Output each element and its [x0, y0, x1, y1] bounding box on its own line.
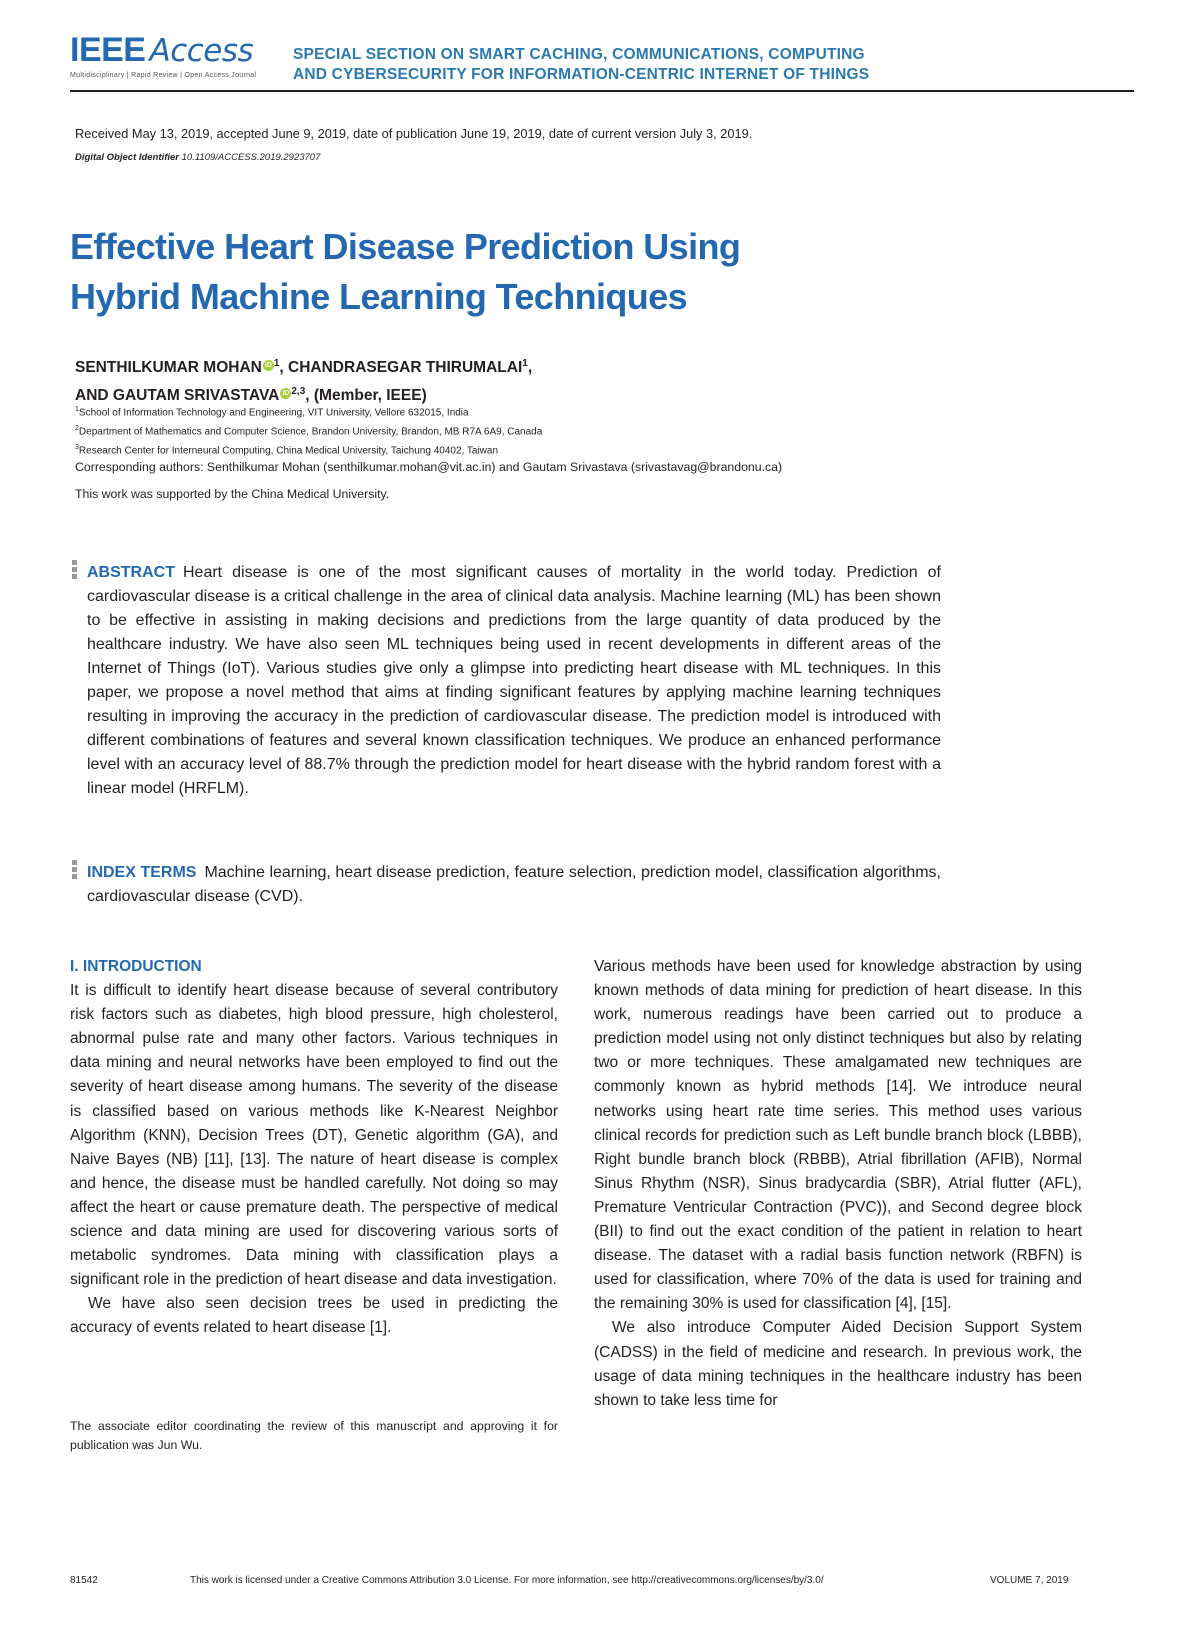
orcid-icon[interactable]: iD: [282, 390, 290, 398]
paragraph: It is difficult to identify heart disease because of several contributory risk factors such as diabetes, high blood pressure, high cholesterol, abnormal pulse rate and many other factors. Various techniques in data mining and neural networks have been employed to find out the severity of heart disease among humans. The severity of the disease is classified based on various methods like K-Nearest Neighbor Algorithm (KNN), Decision Trees (DT), Genetic algorithm (GA), and Naive Bayes (NB) [11], [13]. The nature of heart disease is complex and hence, the disease must be handled carefully. Not doing so may affect the heart or cause premature death. The perspective of medical science and data mining are used for discovering various sorts of metabolic syndromes. Data mining with classification plays a significant role in the prediction of heart disease and data investigation.: [70, 982, 558, 1289]
received-dates: Received May 13, 2019, accepted June 9, 2019, date of publication June 19, 2019, date of current version July 3, 2019.: [75, 126, 753, 141]
paragraph: Various methods have been used for knowledge abstraction by using known methods of data mining for prediction of heart disease. In this work, numerous readings have been carried out to produce a prediction model using not only distinct techniques but also by relating two or more techniques. These amalgamated new techniques are commonly known as hybrid methods [14]. We introduce neural networks using heart rate time series. This method uses various clinical records for prediction such as Left bundle branch block (LBBB), Right bundle branch block (RBBB), Atrial fibrillation (AFIB), Normal Sinus Rhythm (NSR), Sinus bradycardia (SBR), Atrial flutter (AFL), Premature Ventricular Contraction (PVC)), and Second degree block (BII) to find out the exact condition of the patient in relation to heart disease. The dataset with a radial basis function network (RBFN) is used for classification, where 70% of the data is used for training and the remaining 30% is used for classification [4], [15].: [594, 958, 1082, 1313]
left-column: [70, 955, 558, 1341]
section-heading: I. INTRODUCTION: [70, 958, 202, 975]
logo-ieee-text: IEEE: [70, 31, 146, 69]
crossmark-icon: [72, 860, 78, 881]
affiliation: $^3$Research Center for Interneural Computing, China Medical University, Taichung 40402, Taiwan: [75, 443, 499, 456]
index-terms: [87, 861, 941, 909]
affiliations: [75, 402, 1075, 458]
logo-tagline: Multidisciplinary | Rapid Review | Open Access Journal: [70, 72, 257, 79]
author-list: SENTHILKUMAR MOHAN iD $^1$, CHANDRASEGAR THIRUMALAI$^1$, AND GAUTAM SRIVASTAVA iD $^{2,3}$, (Member, IEEE): [75, 358, 533, 405]
affiliation: $^2$Department of Mathematics and Computer Science, Brandon University, Brandon, MB R7A 6A9, Canada: [75, 424, 543, 438]
header-divider: [70, 90, 1134, 92]
license-note: This work is licensed under a Creative Commons Attribution 3.0 License. For more information, see http://creativecommons.org/licenses/by/3.0/: [190, 1575, 824, 1586]
abstract: [87, 561, 941, 801]
index-terms-label: INDEX TERMS: [87, 864, 197, 881]
right-column: [594, 955, 1082, 1413]
doi: Digital Object Identifier 10.1109/ACCESS.2019.2923707: [75, 152, 321, 163]
abstract-label: ABSTRACT: [87, 564, 175, 581]
corresponding-authors: Corresponding authors: Senthilkumar Mohan (senthilkumar.mohan@vit.ac.in) and Gautam Srivastava (srivastavag@brandonu.ca): [75, 460, 783, 474]
author-name: , CHANDRASEGAR THIRUMALAI: [279, 359, 523, 377]
volume-info: VOLUME 7, 2019: [990, 1575, 1069, 1586]
crossmark-icon: [72, 560, 78, 581]
affiliation: $^1$School of Information Technology and Engineering, VIT University, Vellore 632015, India: [75, 406, 469, 419]
index-terms-text: Machine learning, heart disease prediction, feature selection, prediction model, classification algorithms, cardiovascular disease (CVD).: [87, 864, 942, 905]
logo-access-text: Access: [149, 33, 254, 69]
paragraph: We have also seen decision trees be used in predicting the accuracy of events related to heart disease [1].: [70, 1295, 558, 1337]
abstract-text: Heart disease is one of the most significant causes of mortality in the world today. Prediction of cardiovascular disease is a critical challenge in the area of clinical data analysis. Machine learning (ML) has been shown to be effective in assisting in making decisions and predictions from the large quantity of data produced by the healthcare industry. We have also seen ML techniques being used in recent developments in different areas of the Internet of Things (IoT). Various studies give only a glimpse into predicting heart disease with ML techniques. In this paper, we propose a novel method that aims at finding significant features by applying machine learning techniques resulting in improving the accuracy in the prediction of cardiovascular disease. The prediction model is introduced with different combinations of features and several known classification techniques. We produce an enhanced performance level with an accuracy level of 88.7% through the prediction model for heart disease with the hybrid random forest with a linear model (HRFLM).: [87, 564, 941, 797]
author-name: SENTHILKUMAR MOHAN: [75, 359, 262, 377]
editor-footnote: The associate editor coordinating the review of this manuscript and approving it for publication was Jun Wu.: [70, 1419, 558, 1452]
paper-title: Effective Heart Disease Prediction Using Hybrid Machine Learning Techniques: [70, 226, 741, 317]
orcid-icon[interactable]: iD: [264, 362, 272, 370]
page-number: 81542: [70, 1575, 98, 1586]
special-section-title: SPECIAL SECTION ON SMART CACHING, COMMUNICATIONS, COMPUTING AND CYBERSECURITY FOR INFORMATION-CENTRIC INTERNET OF THINGS: [293, 46, 870, 83]
funding-note: This work was supported by the China Medical University.: [75, 487, 390, 501]
paragraph: We also introduce Computer Aided Decision Support System (CADSS) in the field of medicine and research. In previous work, the usage of data mining techniques in the healthcare industry has been shown to take less time for: [594, 1319, 1082, 1409]
author-name: AND GAUTAM SRIVASTAVA: [75, 387, 280, 405]
ieee-access-logo: [70, 32, 270, 84]
